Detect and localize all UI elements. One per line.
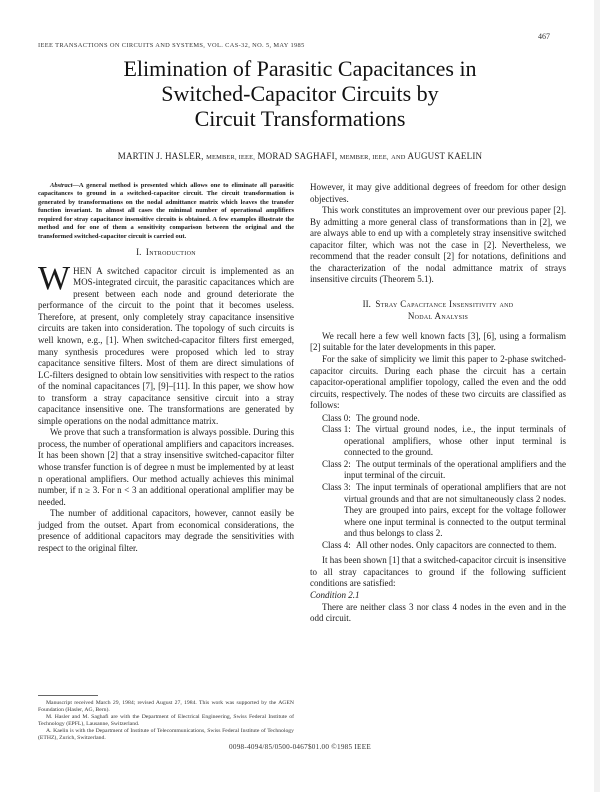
intro-paragraph-2: We prove that such a transformation is always possible. During this process, the number of operational amplifiers and capacitors increases. It has been shown [2] that a stray insensitive switched-capacitor filter whose transfer function is of degree n must be implemented by at least n operational amplifiers. Our method actually achieves this minimal number, if n ≥ 3. For n < 3 an additional operational amplifier may be needed. [38, 427, 294, 507]
running-head: IEEE TRANSACTIONS ON CIRCUITS AND SYSTEMS, VOL. CAS-32, NO. 5, MAY 1985 [38, 42, 305, 49]
node-class-text: The ground node. [356, 412, 420, 423]
author-1-affiliation: MEMBER, IEEE, [206, 154, 256, 161]
node-class-item [310, 540, 566, 552]
section-1-heading [38, 247, 294, 259]
section-2-numeral: II. [362, 298, 371, 309]
node-class-label: Class 2: [322, 458, 351, 469]
author-1: MARTIN J. HASLER, [117, 151, 204, 161]
paper-title [0, 56, 600, 131]
author-conjunction: AND [391, 154, 406, 161]
title-line-3: Circuit Transformations [194, 106, 406, 131]
footnote [38, 700, 294, 741]
right-column [310, 182, 566, 625]
right-paragraph-2: This work constitutes an improvement over our previous paper [2]. By admitting a more general class of transformations than in [2], we are always able to end up with a completely stray insensitive switched capacitor filter, which was not the case in [2]. Nevertheless, we recommend that the reader consult [2] for notations, definitions and the characterization of the nodal admittance matrix of strays insensitive circuits (Theorem 5.1). [310, 205, 566, 285]
intro-paragraph-1-text: HEN A switched capacitor circuit is implemented as an MOS-integrated circuit, the parasitic capacitances which are present between each node and ground deteriorate the performance of the circuit to the point that it becomes useless. Therefore, at present, only completely stray capacitance insensitive circuits are taken into consideration. The topology of such circuits is well known, e.g., [1]. When switched-capacitor filters first emerged, many synthesis procedures were proposed which led to stray capacitance sensitive filters. Most of them are direct simulations of LC-filters designed to obtain low sensitivities with respect to the ratios of the nominal capacitances [7], [9]–[11]. In this paper, we show how to transform a stray capacitance sensitive circuit into a stray capacitance insensitive one. The transformations are generated by simple operations on the nodal admittance matrix. [38, 265, 294, 426]
node-class-label: Class 3: [322, 482, 351, 493]
abstract-text: —A general method is presented which allows one to eliminate all parasitic capacitances to ground in a switched-capacitor circuit. The circuit transformation is generated by transformations on the nodal admittance matrix which leaves the transfer function invariant. In almost all cases the minimal number of operational amplifiers required for stray capacitance insensitive circuits is obtained. A few examples illustrate the method and for one of them a sensitivity comparison between the original and the transformed switched-capacitor circuit is carried out. [38, 182, 294, 240]
section-2-title-line-1: Stray Capacitance Insensitivity and [375, 298, 514, 309]
node-class-item [310, 424, 566, 459]
node-class-item [310, 482, 566, 540]
left-column [38, 182, 294, 554]
section-1-numeral: I. [136, 247, 142, 258]
title-line-2: Switched-Capacitor Circuits by [161, 81, 439, 106]
right-paragraph-1: However, it may give additional degrees of freedom for other design objectives. [310, 182, 566, 204]
footnote-affiliation-2: A. Kaelin is with the Department of Institute of Telecommunications, Swiss Federal Institute of Technology (ETHZ), Zurich, Switzerland. [38, 727, 294, 741]
node-class-item [310, 413, 566, 425]
intro-paragraph-3: The number of additional capacitors, however, cannot easily be judged from the outset. Apart from economical considerations, the presence of additional capacitors may degrade the sensitivities with respect to the original filter. [38, 508, 294, 553]
node-class-list [310, 413, 566, 552]
right-paragraph-4: For the sake of simplicity we limit this paper to 2-phase switched-capacitor circuits. During each phase the circuit has a certain capacitor-operational amplifier topology, called the even and the odd circuits, respectively. The nodes of these two circuits are classified as follows: [310, 354, 566, 411]
node-class-text: All other nodes. Only capacitors are connected to them. [356, 539, 557, 550]
right-paragraph-5: It has been shown [1] that a switched-capacitor circuit is insensitive to all stray capacitances to ground if the following sufficient conditions are satisfied: [310, 555, 566, 589]
right-paragraph-3: We recall here a few well known facts [3], [6], using a formalism [2] suitable for the later developments in this paper. [310, 330, 566, 353]
section-2-heading [310, 298, 566, 322]
title-line-1: Elimination of Parasitic Capacitances in [123, 56, 477, 81]
node-class-text: The virtual ground nodes, i.e., the input terminals of operational amplifiers, whose other input terminal is connected to the ground. [344, 424, 566, 458]
footnote-affiliation-1: M. Hasler and M. Saghafi are with the Department of Electrical Engineering, Swiss Federal Institute of Technology (EPFL), Lausanne, Switzerland. [38, 713, 294, 727]
node-class-text: The output terminals of the operational amplifiers and the input terminal of the circuit. [344, 458, 566, 481]
node-class-label: Class 1: [322, 424, 351, 435]
node-class-item [310, 459, 566, 482]
node-class-label: Class 0: [322, 412, 351, 423]
node-class-text: The input terminals of operational amplifiers that are not virtual grounds and that are not simultaneously class 2 nodes. They are grouped into pairs, except for the voltage follower where one input terminal is connected to the output terminal and thus belongs to class 2. [344, 482, 566, 539]
section-2-title-line-2: Nodal Analysis [407, 310, 469, 321]
abstract [38, 182, 294, 241]
drop-cap: W [38, 259, 71, 297]
section-1-title: Introduction [145, 247, 196, 258]
intro-paragraph-1 [38, 259, 294, 428]
condition-heading: Condition 2.1 [310, 589, 360, 600]
author-3: AUGUST KAELIN [407, 151, 483, 161]
node-class-label: Class 4: [322, 539, 351, 550]
author-line [0, 151, 600, 161]
right-paragraph-6: There are neither class 3 nor class 4 nodes in the even and in the odd circuit. [310, 601, 566, 624]
abstract-label: Abstract [50, 182, 73, 189]
running-header [38, 32, 550, 49]
copyright-line: 0098-4094/85/0500-0467$01.00 ©1985 IEEE [229, 743, 371, 751]
footnote-manuscript: Manuscript received March 29, 1984; revised August 27, 1984. This work was supported by the AGEN Foundation (Hasler, AG, Bern). [38, 700, 294, 713]
footnote-rule [38, 695, 98, 696]
author-2: MORAD SAGHAFI, [257, 151, 338, 161]
author-2-affiliation: MEMBER, IEEE, [339, 154, 389, 161]
page-number: 467 [538, 32, 550, 41]
